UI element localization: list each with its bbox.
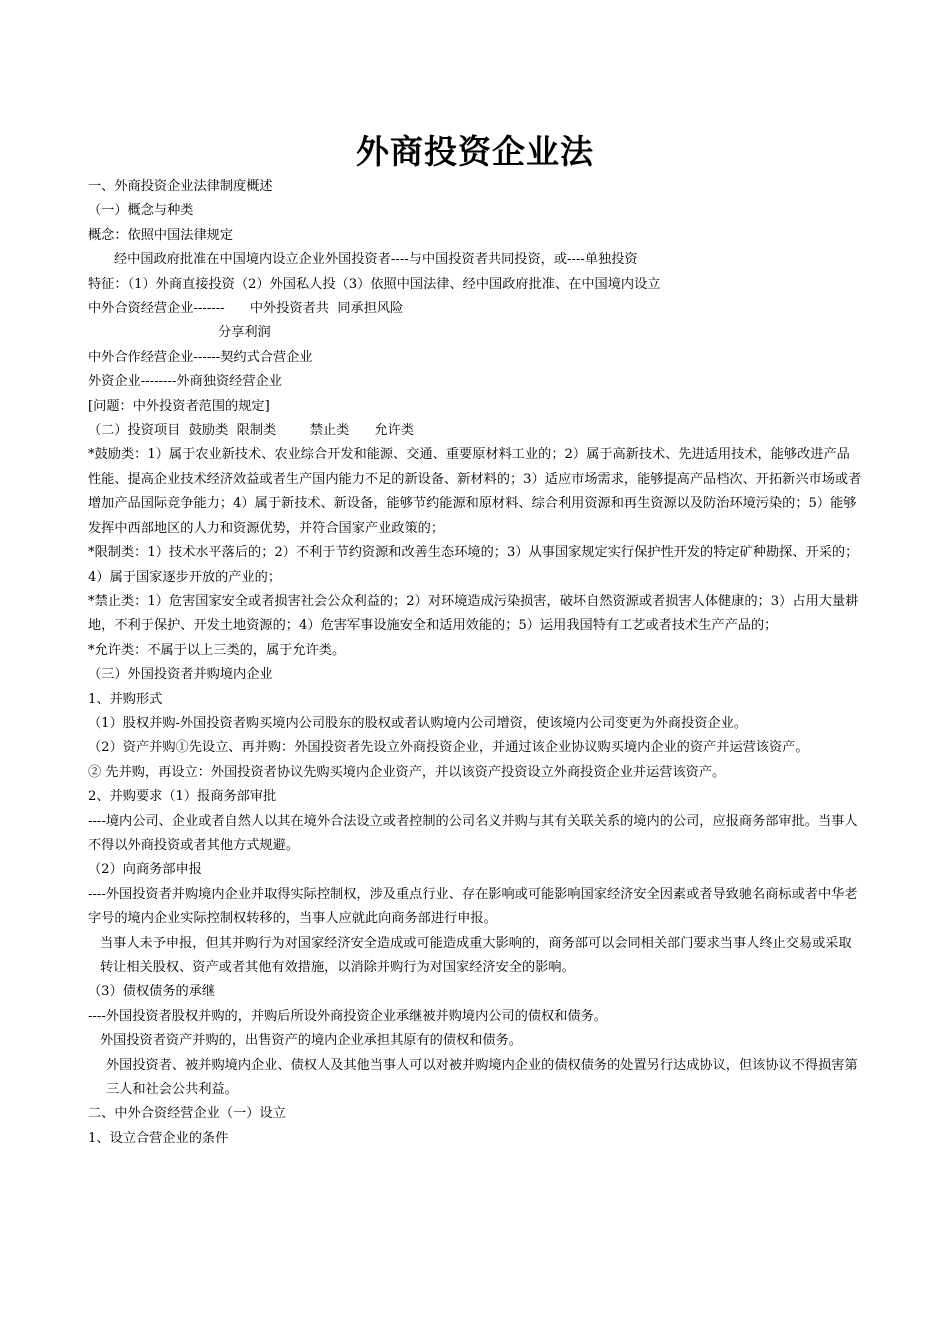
paragraph: （2）向商务部申报 [88, 862, 202, 878]
paragraph: *鼓励类：1）属于农业新技术、农业综合开发和能源、交通、重要原材料工业的；2）属于高新技术、先进适用技术，能够改进产品性能、提高企业技术经济效益或者生产国内能力不足的新设备、新材料的；3）适应市场需求，能够提高产品档次、开拓新兴市场或者增加产品国际竞争能力；4）属于新技术、新设备，能够节约能源和原材料、综合利用资源和再生资源以及防治环境污染的；5）能够发挥中西部地区的人力和资源优势，并符合国家产业政策的； [88, 447, 862, 536]
section-heading: 二、中外合资经营企业（一）设立 [88, 1106, 286, 1122]
paragraph: 特征：（1）外商直接投资（2）外国私人投（3）依照中国法律、经中国政府批准、在中国境内设立 [88, 276, 661, 292]
paragraph: ② 先并购，再设立：外国投资者协议先购买境内企业资产，并以该资产投资设立外商投资企业并运营该资产。 [88, 764, 726, 780]
paragraph: *允许类：不属于以上三类的，属于允许类。 [88, 642, 346, 658]
subsection-heading: （三）外国投资者并购境内企业 [88, 667, 273, 683]
paragraph: *限制类：1）技术水平落后的；2）不利于节约资源和改善生态环境的；3）从事国家规定实行保护性开发的特定矿种勘探、开采的；4）属于国家逐步开放的产业的； [88, 545, 859, 585]
paragraph: 2、并购要求（1）报商务部审批 [88, 789, 277, 805]
paragraph: 中外合资经营企业------- 中外投资者共 同承担风险 [88, 301, 404, 317]
document-body [88, 175, 863, 1151]
paragraph: （3）债权债务的承继 [88, 984, 216, 1000]
section-heading: 一、外商投资企业法律制度概述 [88, 179, 273, 194]
paragraph: *禁止类：1）危害国家安全或者损害社会公众利益的；2）对环境造成污染损害，破坏自然资源或者损害人体健康的；3）占用大量耕地，不利于保护、开发土地资源的；4）危害军事设施安全和适用效能的；5）运用我国特有工艺或者技术生产产品的； [88, 593, 859, 634]
subsection-heading: （二）投资项目 鼓励类 限制类 禁止类 允许类 [88, 423, 415, 439]
paragraph: （2）资产并购①先设立、再并购：外国投资者先设立外商投资企业，并通过该企业协议购买境内企业的资产并运营该资产。 [88, 740, 809, 756]
paragraph: 外国投资者资产并购的，出售资产的境内企业承担其原有的债权和债务。 [100, 1033, 522, 1049]
paragraph: 外资企业--------外商独资经营企业 [88, 374, 282, 390]
document-title: 外商投资企业法 [356, 132, 594, 171]
paragraph: ----境内公司、企业或者自然人以其在境外合法设立或者控制的公司名义并购与其有关联关系的境内的公司，应报商务部审批。当事人不得以外商投资或者其他方式规避。 [88, 813, 858, 853]
paragraph: 1、并购形式 [88, 691, 163, 707]
paragraph: 1、设立合营企业的条件 [88, 1130, 229, 1146]
paragraph: 分享利润 [218, 325, 271, 341]
paragraph: [问题：中外投资者范围的规定] [88, 398, 270, 414]
paragraph: （1）股权并购-外国投资者购买境内公司股东的股权或者认购境内公司增资，使该境内公司变更为外商投资企业。 [88, 715, 748, 731]
paragraph: 外国投资者、被并购境内企业、债权人及其他当事人可以对被并购境内企业的债权债务的处置另行达成协议，但该协议不得损害第三人和社会公共利益。 [106, 1057, 858, 1098]
paragraph: 经中国政府批准在中国境内设立企业外国投资者----与中国投资者共同投资，或----单独投资 [114, 252, 638, 268]
paragraph: ----外国投资者股权并购的，并购后所设外商投资企业承继被并购境内公司的债权和债务。 [88, 1008, 607, 1024]
subsection-heading: （一）概念与种类 [88, 203, 194, 219]
paragraph: ----外国投资者并购境内企业并取得实际控制权，涉及重点行业、存在影响或可能影响国家经济安全因素或者导致驰名商标或者中华老字号的境内企业实际控制权转移的，当事人应就此向商务部进行申报。 [88, 886, 858, 927]
paragraph: 概念：依照中国法律规定 [88, 227, 234, 243]
paragraph: 中外合作经营企业------契约式合营企业 [88, 349, 313, 365]
paragraph: 当事人未予申报，但其并购行为对国家经济安全造成或可能造成重大影响的，商务部可以会同相关部门要求当事人终止交易或采取转让相关股权、资产或者其他有效措施，以消除并购行为对国家经济安全的影响。 [100, 935, 852, 975]
